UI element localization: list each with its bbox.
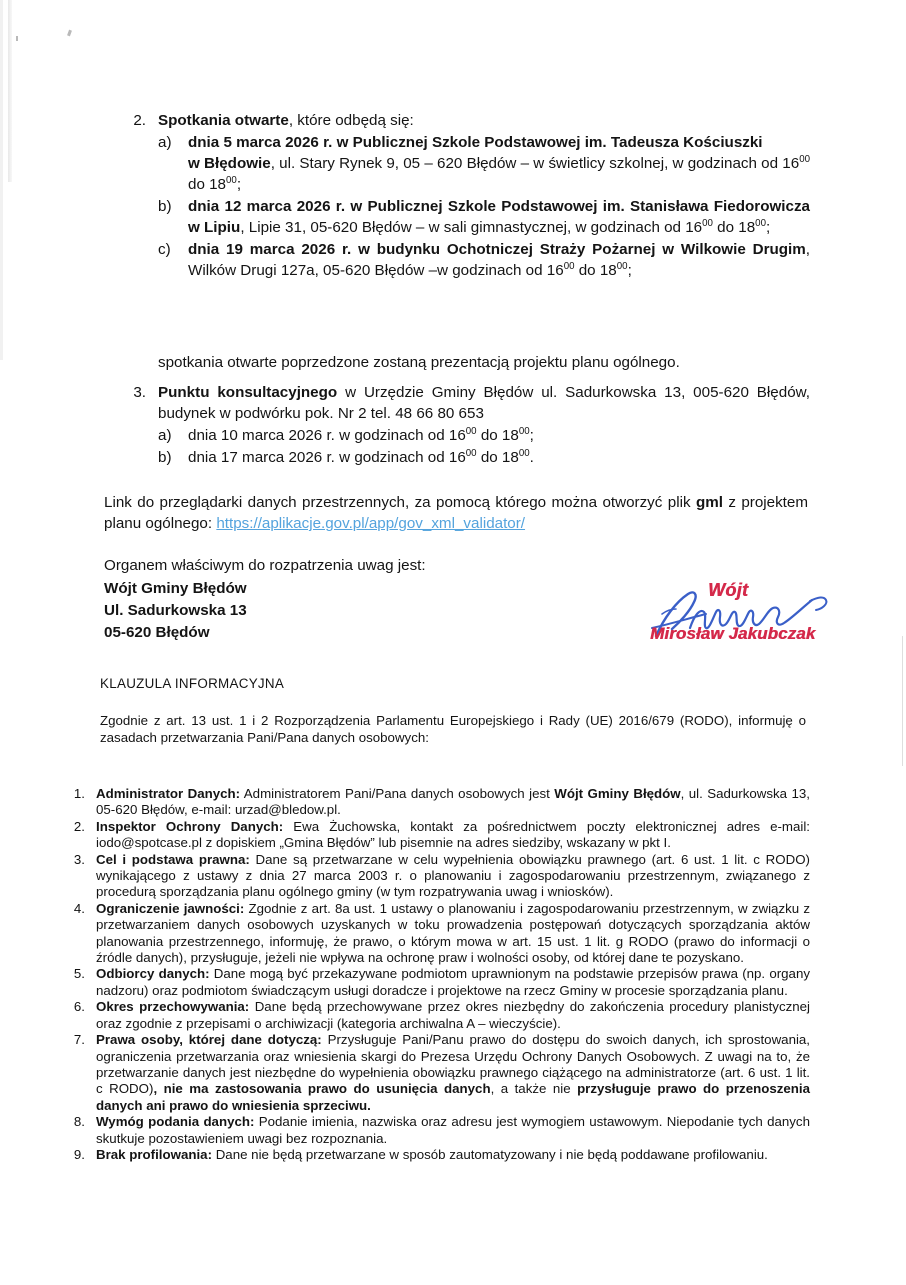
link-paragraph-before: Link do przeglądarki danych przestrzennych, za pomocą którego można otworzyć plik: [104, 494, 696, 511]
consult-a-text: [188, 425, 810, 446]
rodo-heading: Administrator Danych:: [96, 786, 241, 801]
list-item: [60, 1147, 810, 1163]
list-item: [60, 1032, 810, 1114]
scan-edge-right: [902, 636, 903, 766]
rodo-bold-tail: , nie ma zastosowania prawo do usunięcia danych: [153, 1081, 491, 1097]
list-item: [158, 425, 810, 446]
list-item: [158, 196, 810, 238]
rodo-heading: Odbiorcy danych:: [96, 966, 210, 982]
rodo-number: 4.: [73, 900, 85, 916]
link-paragraph: [104, 492, 808, 534]
consult-a-sup-start: 00: [465, 425, 477, 437]
consult-b-main: dnia 17 marca 2026 r. w godzinach od 16: [188, 449, 466, 466]
list-item: [60, 999, 810, 1032]
list-item: [60, 966, 810, 999]
rodo-text: [96, 966, 810, 999]
list-item: [60, 786, 810, 819]
meeting-b-sup-end: 00: [755, 217, 766, 229]
stamp-title: Wójt: [708, 580, 749, 600]
meeting-c-rest: , Wilków Drugi 127a, 05-620 Błędów –w godzinach od 16: [188, 241, 810, 279]
meeting-b-text: [188, 196, 810, 238]
consult-b-text: [188, 447, 810, 468]
rodo-bold-tail-2: przysługuje prawo do przenoszenia danych ani prawo do wniesienia sprzeciwu.: [96, 1081, 810, 1113]
section-3-lead-rest: w Urzędzie Gminy Błędów ul. Sadurkowska 13, 005-620 Błędów, budynek w podwórku pok. Nr 2 tel. 48 66 80 653: [158, 384, 810, 422]
rodo-body: Ewa Żuchowska, kontakt za pośrednictwem poczty elektronicznej adres e-mail: iodo@spotcase.pl z dopiskiem „Gmina Błędów” lub pisemnie na adres siedziby, wskazany w pkt I.: [96, 818, 810, 851]
scan-speck: [16, 36, 18, 41]
list-item: [60, 1114, 810, 1147]
authority-intro: Organem właściwym do rozpatrzenia uwag jest:: [104, 557, 426, 574]
rodo-text: [96, 901, 810, 967]
rodo-number: 8.: [73, 1114, 85, 1130]
meeting-a-sup-end: 00: [226, 174, 237, 186]
rodo-text: [96, 1114, 810, 1147]
rodo-body: Przysługuje Pani/Panu prawo do dostępu do swoich danych, ich sprostowania, ograniczenia przetwarzania oraz wniesienia skargi do Prezesa Urzędu Ochrony Danych Osobowych. Z uwagi na to, że przetwarzanie danych jest niezbędne do wypełnienia obowiązku prawnego ciążącego na administratorze (art. 6 ust. 1 lit. c RODO): [96, 1032, 811, 1097]
rodo-text: [96, 786, 810, 819]
consult-b-sup-end: 00: [518, 447, 530, 459]
meeting-b-bold: dnia 12 marca 2026 r. w Publicznej Szkole Podstawowej im. Stanisława Fiedorowicza w Lipiu: [188, 198, 810, 236]
meeting-a-mid: do 18: [188, 176, 227, 193]
rodo-heading: Prawa osoby, której dane dotyczą:: [96, 1032, 322, 1048]
meeting-a-tail: ;: [236, 176, 242, 193]
section-2-number: 2.: [133, 112, 146, 129]
link-paragraph-gml: gml: [695, 494, 723, 511]
rodo-heading: Cel i podstawa prawna:: [96, 851, 250, 867]
rodo-number: 5.: [73, 966, 85, 982]
signature-block: [650, 578, 840, 658]
meeting-c-sup-end: 00: [616, 260, 628, 272]
rodo-body-2: , a także nie: [490, 1081, 578, 1097]
section-3: [128, 382, 810, 468]
list-item: [158, 447, 810, 468]
consult-a-tail: ;: [529, 427, 534, 444]
section-2-lead-bold: Spotkania otwarte: [158, 112, 289, 129]
list-item: [158, 239, 810, 281]
section-2-sublist: [158, 132, 810, 281]
sub-marker-a: a): [158, 427, 172, 444]
scan-speck: [67, 30, 72, 37]
rodo-heading: Wymóg podania danych:: [96, 1114, 255, 1130]
meeting-a-bold: dnia 5 marca 2026 r. w Publicznej Szkole Podstawowej im. Tadeusza Kościuszki: [188, 134, 763, 151]
meeting-c-text: [188, 239, 810, 281]
list-item: [60, 819, 810, 852]
sub-marker-b: b): [158, 449, 172, 466]
rodo-body: Dane mogą być przekazywane podmiotom uprawnionym na podstawie przepisów prawa (np. organy nadzoru) oraz podmiotom świadczącym usługi doradcze i projektowe na rzecz Gminy w procesie sporządzania planu.: [96, 966, 810, 998]
rodo-heading: Ograniczenie jawności:: [96, 900, 245, 916]
section-3-sublist: [158, 425, 810, 468]
rodo-text: [96, 852, 810, 901]
rodo-body: Administratorem Pani/Pana danych osobowych jest: [240, 786, 555, 801]
rodo-body: Dane będą przechowywane przez okres niezbędny do zakończenia procedury planistycznej oraz zgodnie z przepisami o archiwizacji (kategoria archiwalna A – wieczyście).: [96, 999, 810, 1031]
meetings-note: spotkania otwarte poprzedzone zostaną prezentacją projektu planu ogólnego.: [158, 354, 680, 371]
meeting-c-tail: ;: [627, 262, 632, 279]
list-item: [60, 852, 810, 901]
rodo-heading: Okres przechowywania:: [96, 999, 250, 1015]
meeting-c-bold: dnia 19 marca 2026 r. w budynku Ochotniczej Straży Pożarnej w Wilkowie Drugim: [188, 241, 806, 258]
meeting-a-sup-start: 00: [799, 153, 810, 165]
rodo-body: Dane są przetwarzane w celu wypełnienia obowiązku prawnego (art. 6 ust. 1 lit. c RODO) wynikającego z ustawy z dnia 27 marca 2003 r. o planowaniu i zagospodarowaniu przestrzennym, związanego z procedurą sporządzania planu ogólnego gminy (w tym rozpatrywania uwag i wniosków).: [96, 851, 810, 900]
consult-b-mid: do 18: [476, 449, 519, 466]
meeting-b-sup-start: 00: [702, 217, 713, 229]
meeting-c-sup-start: 00: [563, 260, 575, 272]
scan-edge-left: [8, 0, 12, 182]
rodo-text: [96, 1032, 810, 1114]
rodo-heading: Brak profilowania:: [96, 1146, 212, 1162]
meeting-c-mid: do 18: [574, 262, 617, 279]
sub-marker-a: a): [158, 134, 172, 151]
rodo-text: [96, 1147, 810, 1163]
consult-b-tail: .: [529, 449, 534, 466]
rodo-number: 6.: [73, 999, 85, 1015]
section-2-lead: [158, 110, 810, 131]
rodo-heading: Inspektor Ochrony Danych:: [96, 818, 284, 834]
sub-marker-b: b): [158, 198, 172, 215]
meeting-b-mid: do 18: [712, 219, 756, 236]
rodo-body: Podanie imienia, nazwiska oraz adresu jest wymogiem ustawowym. Niepodanie tych danych skutkuje pozostawieniem uwagi bez rozpoznania.: [96, 1114, 810, 1146]
meeting-b-tail: ;: [765, 219, 771, 236]
rodo-number: 1.: [73, 786, 85, 801]
section-3-lead-bold: Punktu konsultacyjnego: [158, 384, 338, 401]
rodo-bold-tail: Wójt Gminy Błędów: [554, 786, 681, 801]
gml-validator-link[interactable]: https://aplikacje.gov.pl/app/gov_xml_validator/: [216, 515, 526, 532]
rodo-number: 3.: [73, 851, 85, 867]
section-3-lead: [158, 382, 810, 424]
meeting-a-text: [188, 132, 810, 195]
meeting-a-place-bold: w Błędowie: [188, 155, 271, 172]
consult-a-main: dnia 10 marca 2026 r. w godzinach od 16: [188, 427, 466, 444]
meeting-b-rest: , Lipie 31, 05-620 Błędów – w sali gimnastycznej, w godzinach od 16: [240, 219, 703, 236]
clause-title: KLAUZULA INFORMACYJNA: [100, 676, 285, 691]
rodo-text: [96, 999, 810, 1032]
rodo-body: Zgodnie z art. 8a ust. 1 ustawy o planowaniu i zagospodarowaniu przestrzennym, w związku z przetwarzaniem danych osobowych uzyskanych w toku prowadzenia postępowań dotyczących sporządzania aktów planowania przestrzennego, informuję, że prawo, o którym mowa w art. 15 ust. 1 lit. g RODO (prawo do informacji o źródle danych), przysługuje, jeżeli nie wpływa na ochronę praw i wolności osoby, od której dane te pozyskano.: [96, 900, 810, 966]
rodo-number: 2.: [73, 818, 85, 834]
authority-line-1: Wójt Gminy Błędów: [104, 580, 247, 597]
consult-a-sup-end: 00: [518, 425, 530, 437]
sub-marker-c: c): [158, 241, 171, 258]
list-item: [60, 901, 810, 967]
stamp-name: Mirosław Jakubczak: [650, 624, 816, 643]
rodo-text: [96, 819, 810, 852]
rodo-number: 9.: [73, 1146, 85, 1162]
scan-edge-left-outer: [0, 0, 3, 360]
authority-line-3: 05-620 Błędów: [104, 624, 210, 641]
rodo-body-2: , ul. Sadurkowska 13, 05-620 Błędów, e-mail: urzad@bledow.pl.: [96, 786, 810, 818]
section-2: [128, 110, 810, 281]
authority-line-2: Ul. Sadurkowska 13: [104, 602, 247, 619]
clause-intro: Zgodnie z art. 13 ust. 1 i 2 Rozporządzenia Parlamentu Europejskiego i Rady (UE) 2016/679 (RODO), informuję o zasadach przetwarzania Pani/Pana danych osobowych:: [100, 713, 806, 745]
consult-a-mid: do 18: [476, 427, 519, 444]
consult-b-sup-start: 00: [465, 447, 477, 459]
section-2-lead-rest: , które odbędą się:: [288, 112, 414, 129]
list-item: [158, 132, 810, 195]
rodo-number: 7.: [73, 1032, 85, 1048]
section-3-number: 3.: [133, 384, 146, 401]
rodo-body: Dane nie będą przetwarzane w sposób zautomatyzowany i nie będą poddawane profilowaniu.: [212, 1146, 768, 1162]
rodo-list: [60, 786, 810, 1163]
meeting-a-rest: , ul. Stary Rynek 9, 05 – 620 Błędów – w świetlicy szkolnej, w godzinach od 16: [270, 155, 800, 172]
link-paragraph-middle: z projektem planu ogólnego:: [104, 494, 809, 532]
